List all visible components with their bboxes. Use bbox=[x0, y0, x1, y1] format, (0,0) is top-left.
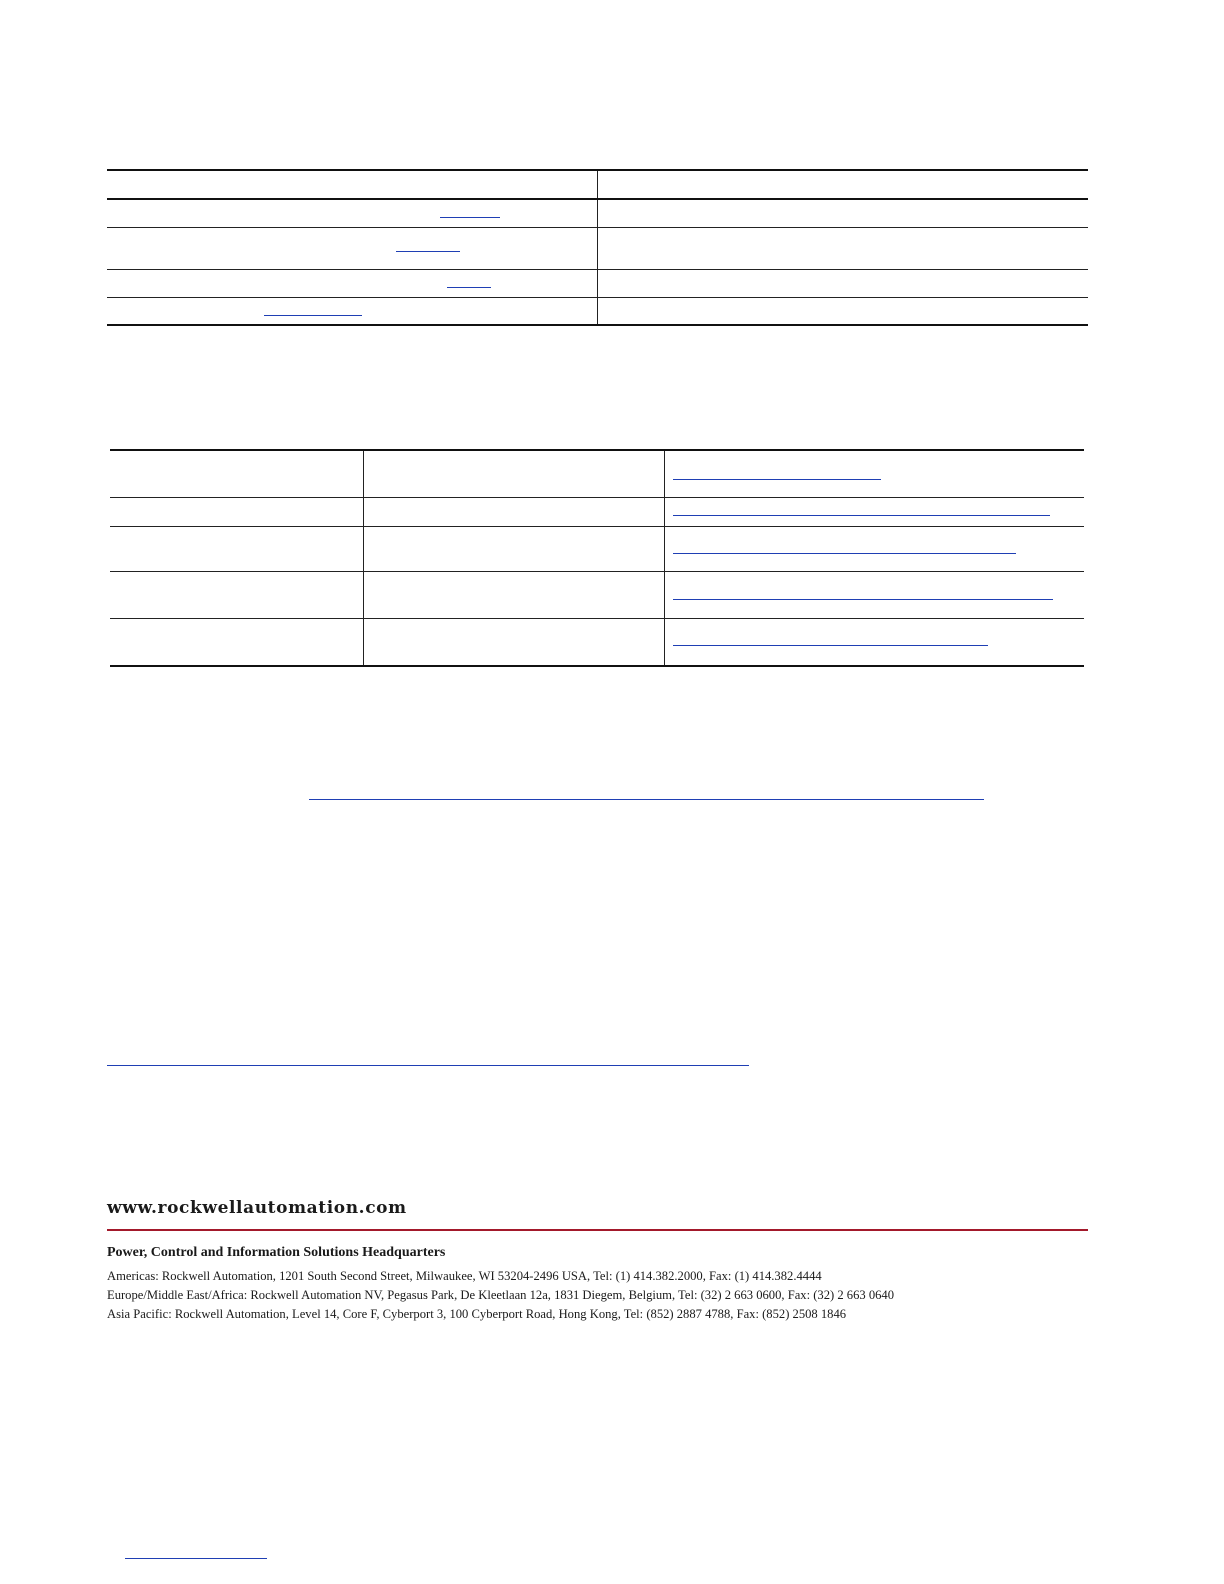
table-cell bbox=[107, 269, 598, 297]
environmental-info-link[interactable] bbox=[107, 1065, 749, 1066]
table-cell bbox=[364, 618, 665, 666]
table-cell bbox=[110, 450, 364, 497]
table-header-cell-resource bbox=[107, 170, 598, 199]
hq-heading: Power, Control and Information Solutions Headquarters bbox=[107, 1245, 446, 1260]
support-link[interactable] bbox=[673, 553, 1016, 554]
publication-link[interactable] bbox=[440, 217, 500, 218]
table-row bbox=[110, 450, 1084, 497]
publication-link[interactable] bbox=[396, 251, 460, 252]
table-cell bbox=[364, 571, 665, 618]
feedback-link[interactable] bbox=[309, 799, 984, 800]
table-cell bbox=[107, 199, 598, 227]
table-row bbox=[107, 269, 1088, 297]
table-cell bbox=[598, 227, 1089, 269]
table-cell bbox=[665, 450, 1085, 497]
support-link[interactable] bbox=[673, 479, 881, 480]
table-row bbox=[107, 227, 1088, 269]
resource-table bbox=[107, 169, 1088, 326]
address-emea: Europe/Middle East/Africa: Rockwell Automation NV, Pegasus Park, De Kleetlaan 12a, 1831 Diegem, Belgium, Tel: (32) 2 663 0600, Fax: (32) 2 663 0640 bbox=[107, 1288, 895, 1302]
address-americas: Americas: Rockwell Automation, 1201 South Second Street, Milwaukee, WI 53204-2496 USA, Tel: (1) 414.382.2000, Fax: (1) 414.382.4444 bbox=[107, 1269, 822, 1283]
table-row bbox=[107, 297, 1088, 325]
website-link[interactable] bbox=[264, 315, 362, 316]
support-link[interactable] bbox=[673, 645, 988, 646]
table-cell bbox=[665, 571, 1085, 618]
table-cell bbox=[364, 526, 665, 571]
support-table bbox=[110, 449, 1084, 667]
table-cell bbox=[110, 618, 364, 666]
table-row bbox=[110, 571, 1084, 618]
address-asia-pacific: Asia Pacific: Rockwell Automation, Level 14, Core F, Cyberport 3, 100 Cyberport Road, Hong Kong, Tel: (852) 2887 4788, Fax: (852) 2508 1846 bbox=[107, 1307, 847, 1321]
table-cell bbox=[598, 297, 1089, 325]
publication-number-link[interactable] bbox=[125, 1558, 267, 1559]
brand-divider bbox=[107, 1229, 1088, 1231]
table-row bbox=[110, 497, 1084, 526]
table-cell bbox=[665, 526, 1085, 571]
table-row bbox=[110, 526, 1084, 571]
support-link[interactable] bbox=[673, 599, 1053, 600]
table-cell bbox=[364, 450, 665, 497]
table-row bbox=[110, 618, 1084, 666]
table-row bbox=[107, 199, 1088, 227]
table-cell bbox=[598, 199, 1089, 227]
table-cell bbox=[598, 269, 1089, 297]
table-header-cell-description bbox=[598, 170, 1089, 199]
table-cell bbox=[665, 497, 1085, 526]
table-cell bbox=[110, 571, 364, 618]
website-url[interactable]: www.rockwellautomation.com bbox=[107, 1198, 407, 1218]
table-cell bbox=[107, 227, 598, 269]
support-link[interactable] bbox=[673, 515, 1050, 516]
table-cell bbox=[364, 497, 665, 526]
table-cell bbox=[110, 497, 364, 526]
table-cell bbox=[665, 618, 1085, 666]
table-header-row bbox=[107, 170, 1088, 199]
publication-link[interactable] bbox=[447, 287, 491, 288]
table-cell bbox=[110, 526, 364, 571]
table-cell bbox=[107, 297, 598, 325]
